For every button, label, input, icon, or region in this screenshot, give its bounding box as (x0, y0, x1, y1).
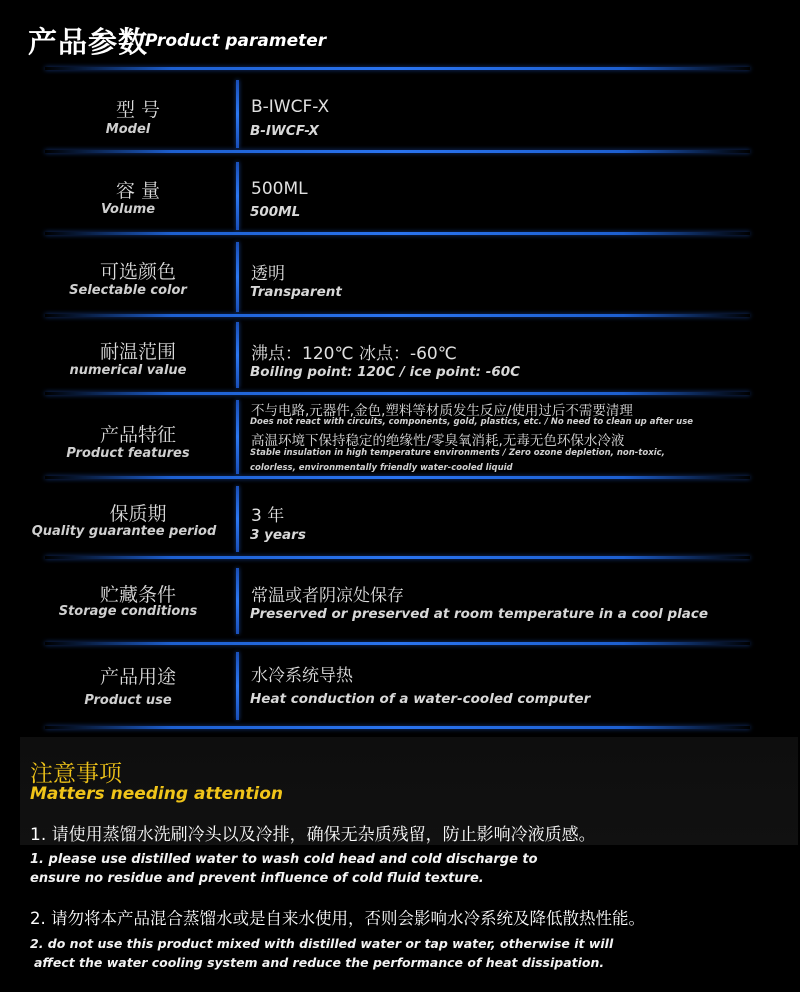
divider (45, 392, 750, 395)
spec-label-cn: 型 号 (115, 99, 161, 121)
divider (45, 726, 750, 729)
spec-label-cn: 产品用途 (99, 666, 176, 688)
spec-value-cn: 沸点：120℃ 冰点：-60℃ (251, 344, 457, 364)
feature-line-en: Does not react with circuits, components, gold, plastics, etc. / No need to clean up after use (250, 417, 694, 427)
spec-label-cn: 容 量 (115, 180, 161, 202)
row-separator (236, 322, 239, 388)
spec-value-en: Boiling point: 120C / ice point: -60C (250, 364, 521, 380)
notice-item-en: 2. do not use this product mixed with distilled water or tap water, otherwise it will (30, 936, 614, 951)
spec-label-en: Storage conditions (58, 604, 198, 619)
page-title: 产品参数 (28, 25, 149, 59)
divider (45, 67, 750, 70)
row-separator (236, 162, 239, 230)
feature-line-en: colorless, environmentally friendly water-cooled liquid (250, 463, 513, 473)
spec-value-en: Heat conduction of a water-cooled computer (250, 691, 591, 707)
spec-value-cn: 透明 (251, 264, 285, 284)
spec-label-en: Model (105, 122, 151, 137)
spec-value-en: Transparent (250, 284, 342, 300)
spec-label-en: numerical value (69, 363, 187, 378)
spec-value-cn: 3 年 (251, 506, 285, 526)
notice-item-en: ensure no residue and prevent influence of cold fluid texture. (30, 871, 484, 886)
spec-label-cn: 保质期 (109, 503, 167, 525)
divider (45, 476, 750, 479)
spec-label-en: Product features (66, 446, 190, 461)
spec-label-en: Product use (84, 693, 172, 708)
spec-value-cn: 常温或者阴凉处保存 (251, 586, 404, 606)
spec-label-cn: 产品特征 (99, 424, 176, 446)
notice-title: 注意事项 (30, 761, 122, 787)
row-separator (236, 242, 239, 312)
row-separator (236, 486, 239, 552)
notice-item-cn: 2. 请勿将本产品混合蒸馏水或是自来水使用，否则会影响水冷系统及降低散热性能。 (30, 909, 645, 928)
notice-item-en: 1. please use distilled water to wash cold head and cold discharge to (30, 852, 538, 867)
row-separator (236, 400, 239, 474)
spec-label-en: Selectable color (69, 283, 187, 298)
spec-value-en: B-IWCF-X (250, 123, 319, 139)
spec-value-cn: B-IWCF-X (251, 97, 330, 117)
spec-value-cn: 水冷系统导热 (251, 666, 353, 686)
divider (45, 232, 750, 235)
spec-label-cn: 耐温范围 (99, 341, 176, 363)
notice-item-en: affect the water cooling system and reduce the performance of heat dissipation. (34, 955, 605, 970)
feature-line-cn: 不与电路,元器件,金色,塑料等材质发生反应/使用过后不需要清理 (251, 403, 633, 419)
row-separator (236, 80, 239, 148)
spec-value-en: 500ML (250, 204, 301, 220)
divider (45, 556, 750, 559)
row-separator (236, 568, 239, 634)
spec-value-en: 3 years (250, 527, 306, 543)
notice-subtitle: Matters needing attention (30, 784, 284, 804)
spec-label-cn: 可选颜色 (99, 261, 176, 283)
spec-label-en: Quality guarantee period (31, 524, 217, 539)
feature-line-en: Stable insulation in high temperature environments / Zero ozone depletion, non-toxic, (250, 448, 665, 458)
spec-value-cn: 500ML (251, 179, 308, 199)
page-subtitle: Product parameter (145, 31, 327, 51)
feature-line-cn: 高温环境下保持稳定的绝缘性/零臭氧消耗,无毒无色环保水冷液 (251, 433, 625, 449)
divider (45, 642, 750, 645)
divider (45, 314, 750, 317)
spec-label-en: Volume (100, 202, 156, 217)
spec-value-en: Preserved or preserved at room temperature in a cool place (250, 606, 709, 622)
row-separator (236, 652, 239, 720)
notice-item-cn: 1. 请使用蒸馏水洗刷冷头以及冷排，确保无杂质残留，防止影响冷液质感。 (30, 825, 596, 845)
divider (45, 150, 750, 153)
spec-label-cn: 贮藏条件 (99, 584, 176, 606)
